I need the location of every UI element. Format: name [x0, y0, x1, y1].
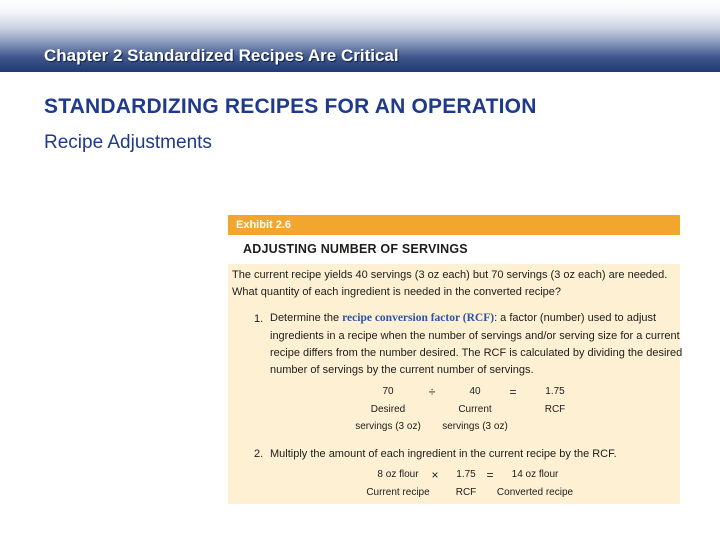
calc2-label-converted-recipe: Converted recipe — [496, 487, 574, 498]
step1-line1 — [270, 312, 656, 324]
step1-lead: Determine the — [270, 312, 343, 324]
calc1-divide-sign: ÷ — [428, 385, 436, 399]
calc2-label-current-recipe: Current recipe — [366, 487, 430, 498]
exhibit-tab — [228, 215, 680, 235]
exhibit-number: Exhibit 2.6 — [236, 219, 292, 231]
step1-term-rcf: recipe conversion factor (RCF) — [342, 312, 495, 324]
calc2-equals-sign: = — [486, 468, 494, 482]
step1-line1-rest: : a factor (number) used to adjust — [494, 312, 657, 324]
step1-line4: number of servings by the current number of servings. — [270, 364, 534, 376]
calc1-label-current: Current — [458, 404, 492, 415]
step2-text: Multiply the amount of each ingredient in the current recipe by the RCF. — [270, 448, 617, 460]
calc1-label-current-unit: servings (3 oz) — [442, 421, 508, 432]
step2-number: 2. — [254, 448, 264, 460]
calc2-value-flour: 8 oz flour — [377, 469, 419, 480]
calc1-value-current: 40 — [469, 386, 481, 397]
exhibit-title: ADJUSTING NUMBER OF SERVINGS — [243, 242, 468, 256]
calc2-result: 14 oz flour — [511, 469, 559, 480]
calc1-label-desired: Desired — [370, 404, 406, 415]
calc1-label-rcf: RCF — [544, 404, 566, 415]
step1-line3: recipe differs from the number desired. The RCF is calculated by dividing the desired — [270, 347, 683, 359]
slide-subheading: Recipe Adjustments — [44, 132, 212, 153]
calc2-label-rcf: RCF — [455, 487, 477, 498]
step1-number: 1. — [254, 313, 264, 325]
exhibit-body — [228, 264, 683, 504]
slide-heading: STANDARDIZING RECIPES FOR AN OPERATION — [44, 95, 537, 118]
calc1-result: 1.75 — [545, 386, 565, 397]
calc1-equals-sign: = — [509, 385, 517, 399]
chapter-title: Chapter 2 Standardized Recipes Are Critical — [44, 46, 399, 65]
exhibit-intro-line2: What quantity of each ingredient is needed in the converted recipe? — [232, 286, 561, 298]
calc2-value-rcf: 1.75 — [456, 469, 476, 480]
calc2-multiply-sign: × — [431, 468, 439, 482]
exhibit-intro-line1: The current recipe yields 40 servings (3 oz each) but 70 servings (3 oz each) are needed. — [232, 269, 668, 281]
calc1-value-desired: 70 — [382, 386, 394, 397]
calc1-label-desired-unit: servings (3 oz) — [355, 421, 421, 432]
step1-line2: ingredients in a recipe when the number of servings and/or serving size for a current — [270, 330, 680, 342]
